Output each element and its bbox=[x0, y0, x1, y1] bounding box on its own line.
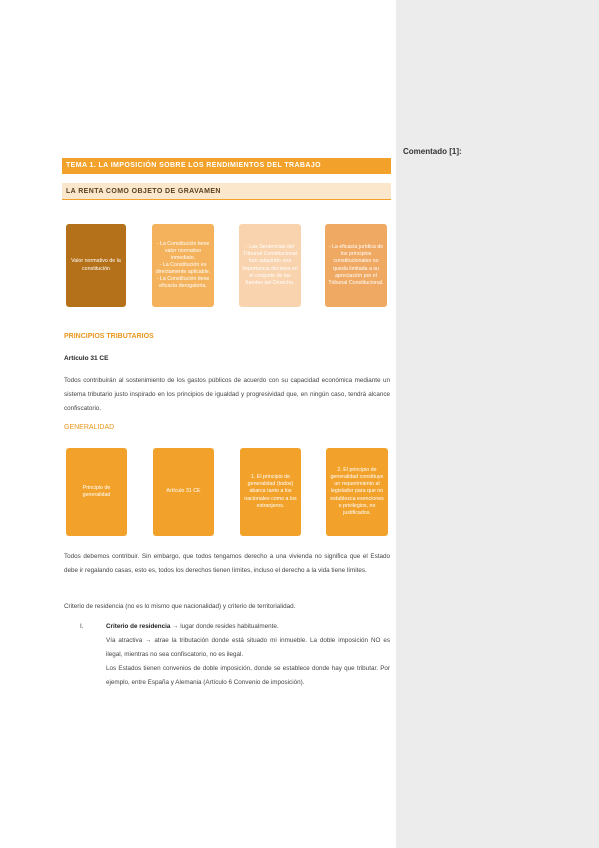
list-item-line-2: Los Estados tienen convenios de doble imposición, donde se establece donde hay que tributar. Por ejemplo, entre España y Alemania (Artículo 6 Convenio de imposición). bbox=[106, 665, 390, 686]
flow1-box-1-text: Valor normativo de la constitución bbox=[71, 258, 121, 272]
criterio-paragraph: Criterio de residencia (no es lo mismo que nacionalidad) y criterio de territorialidad. bbox=[64, 603, 296, 610]
list-item-number: I. bbox=[80, 623, 84, 630]
section-subtitle: LA RENTA COMO OBJETO DE GRAVAMEN bbox=[62, 183, 391, 200]
flow2-box-1-text: Principio de generalidad bbox=[82, 484, 111, 498]
articulo-paragraph: Todos contribuirán al sostenimiento de los gastos públicos de acuerdo con su capacidad económica mediante un sistema tributario justo inspirado en los principios de igualdad y progresividad que, en ningún caso, tendrá alcance confiscatorio. bbox=[64, 377, 390, 412]
comments-sidebar bbox=[396, 0, 599, 848]
list-item-first-line bbox=[106, 620, 390, 634]
list-item-bold: Criterio de residencia bbox=[106, 623, 171, 630]
flow1-box-4-text: - La eficacia jurídica de los principios constitucionales no queda limitada a su apreciación por el Tribunal Constitucional. bbox=[328, 244, 384, 286]
generalidad-heading: GENERALIDAD bbox=[64, 424, 115, 431]
list-item-line-1: Vía atractiva → atrae la tributación donde está situado mi inmueble. La doble imposición NO es ilegal, mientras no sea confiscatorio, no es ilegal. bbox=[106, 637, 390, 658]
flow2-box-3 bbox=[240, 448, 301, 536]
flow2-box-2 bbox=[153, 448, 214, 536]
flow2-box-1 bbox=[66, 448, 127, 536]
comment-label[interactable]: Comentado [1]: bbox=[403, 147, 462, 156]
generalidad-paragraph: Todos debemos contribuir. Sin embargo, que todos tengamos derecho a una vivienda no significa que el Estado debe ir regalando casas, esto es, todos los derechos tienen límites, incluso el derecho a la vida tiene límites. bbox=[64, 553, 390, 574]
flow2-box-3-text: 1. El principio de generalidad (todos) abarca tanto a los nacionales como a los extranjeros. bbox=[244, 474, 297, 509]
flow1-box-3-text: - Las Sentencias del Tribunal Constitucional han adquirido una importancia decisiva en el conjunto de las fuentes del Derecho. bbox=[242, 244, 298, 286]
flow2-box-4 bbox=[326, 448, 388, 536]
list-item-rest: lugar donde resides habitualmente. bbox=[178, 623, 279, 630]
articulo-heading: Artículo 31 CE bbox=[64, 355, 109, 362]
list-item-body bbox=[106, 620, 390, 690]
flow2-box-4-text: 2. El principio de generalidad constituye un requerimiento al legislador para que no establezca exenciones o privilegios, no justificados. bbox=[330, 467, 384, 516]
flow1-box-4 bbox=[325, 224, 387, 307]
flow2-box-2-text: Artículo 31 CE bbox=[166, 488, 201, 495]
flow1-box-2-text: - La Constitución tiene valor normativo inmediato. - La Constitución es directamente aplicable. - La Constitución tiene eficacia derogatoria. bbox=[155, 240, 211, 290]
arrow-glyph: → bbox=[172, 623, 179, 630]
flow1-box-3 bbox=[239, 224, 301, 307]
principios-heading: PRINCIPIOS TRIBUTARIOS bbox=[64, 333, 154, 340]
flow1-box-2 bbox=[152, 224, 214, 307]
document-title: TEMA 1. LA IMPOSICIÓN SOBRE LOS RENDIMIENTOS DEL TRABAJO bbox=[62, 158, 391, 174]
flow1-box-1 bbox=[66, 224, 126, 307]
